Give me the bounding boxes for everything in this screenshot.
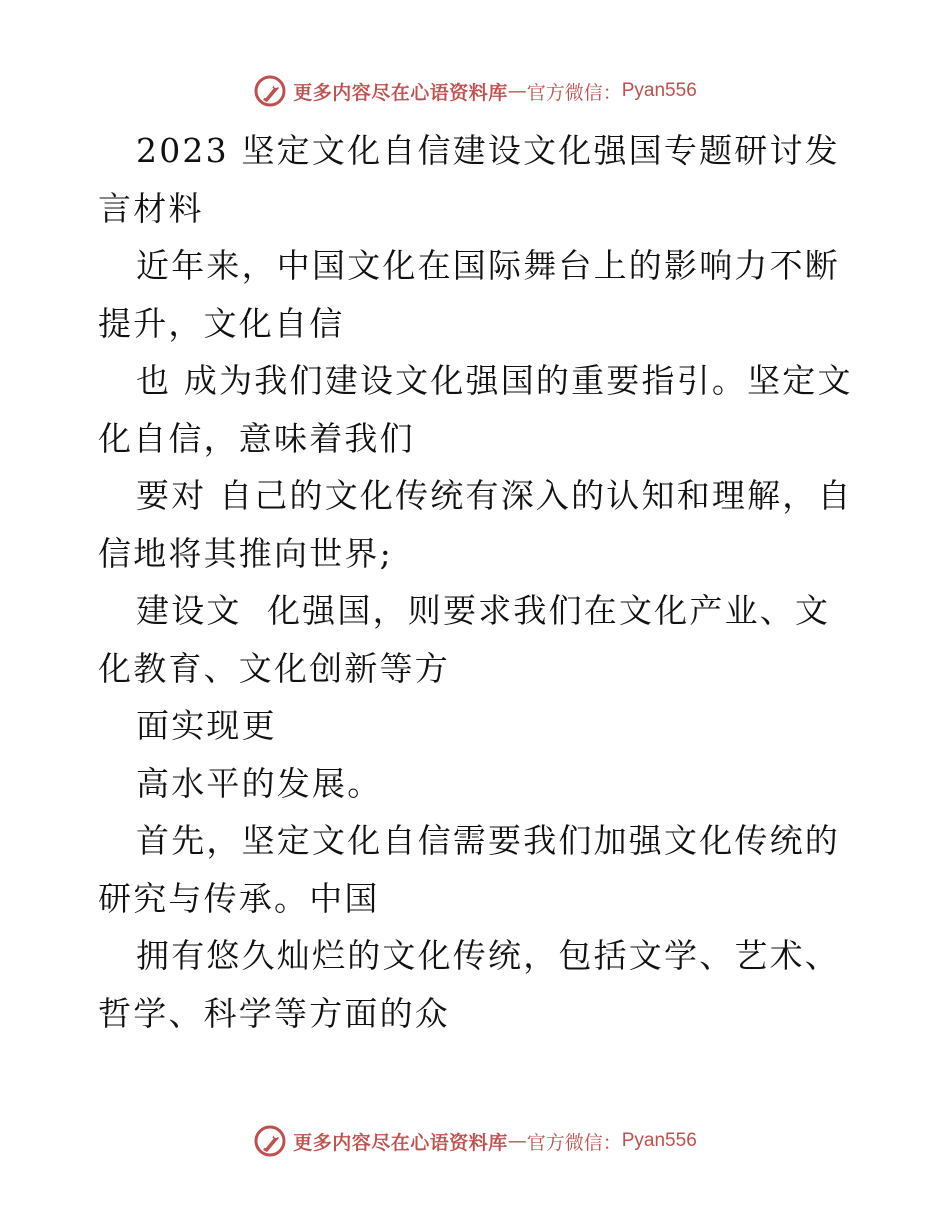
banner-wechat-label: 官方微信： (526, 81, 622, 104)
pen-nib-logo-icon (253, 1124, 287, 1158)
banner-wechat-id: Pyan556 (621, 80, 697, 101)
banner-dash: — (507, 80, 527, 102)
paragraph: 拥有悠久灿烂的文化传统，包括文学、艺术、哲学、科学等方面的众 (98, 936, 840, 1033)
paragraph: 首先，坚定文化自信需要我们加强文化传统的研究与传承。中国 (98, 821, 840, 918)
paragraph: 近年来，中国文化在国际舞台上的影响力不断提升，文化自信 (98, 246, 840, 343)
banner-dash: — (507, 1130, 527, 1152)
pen-nib-logo-icon (253, 74, 287, 108)
paragraph: 也 成为我们建设文化强国的重要指引。坚定文化自信，意味着我们 (98, 361, 853, 458)
banner-main-text: 更多内容尽在心语资料库 (293, 81, 508, 104)
paragraph: 要对 自己的文化传统有深入的认知和理解，自信地将其推向世界; (98, 476, 853, 573)
header-watermark-banner (0, 71, 950, 111)
banner-wechat-label: 官方微信： (526, 1131, 622, 1154)
banner-wechat-id: Pyan556 (621, 1130, 697, 1151)
footer-watermark-banner (0, 1121, 950, 1161)
document-body (98, 122, 858, 1042)
paragraph: 高水平的发展。 (136, 763, 383, 803)
document-title: 2023 坚定文化自信建设文化强国专题研讨发言材料 (98, 131, 840, 228)
paragraph: 建设文 化强国，则要求我们在文化产业、文化教育、文化创新等方 (98, 591, 831, 688)
paragraph: 面实现更 (136, 706, 277, 745)
banner-main-text: 更多内容尽在心语资料库 (293, 1131, 508, 1154)
